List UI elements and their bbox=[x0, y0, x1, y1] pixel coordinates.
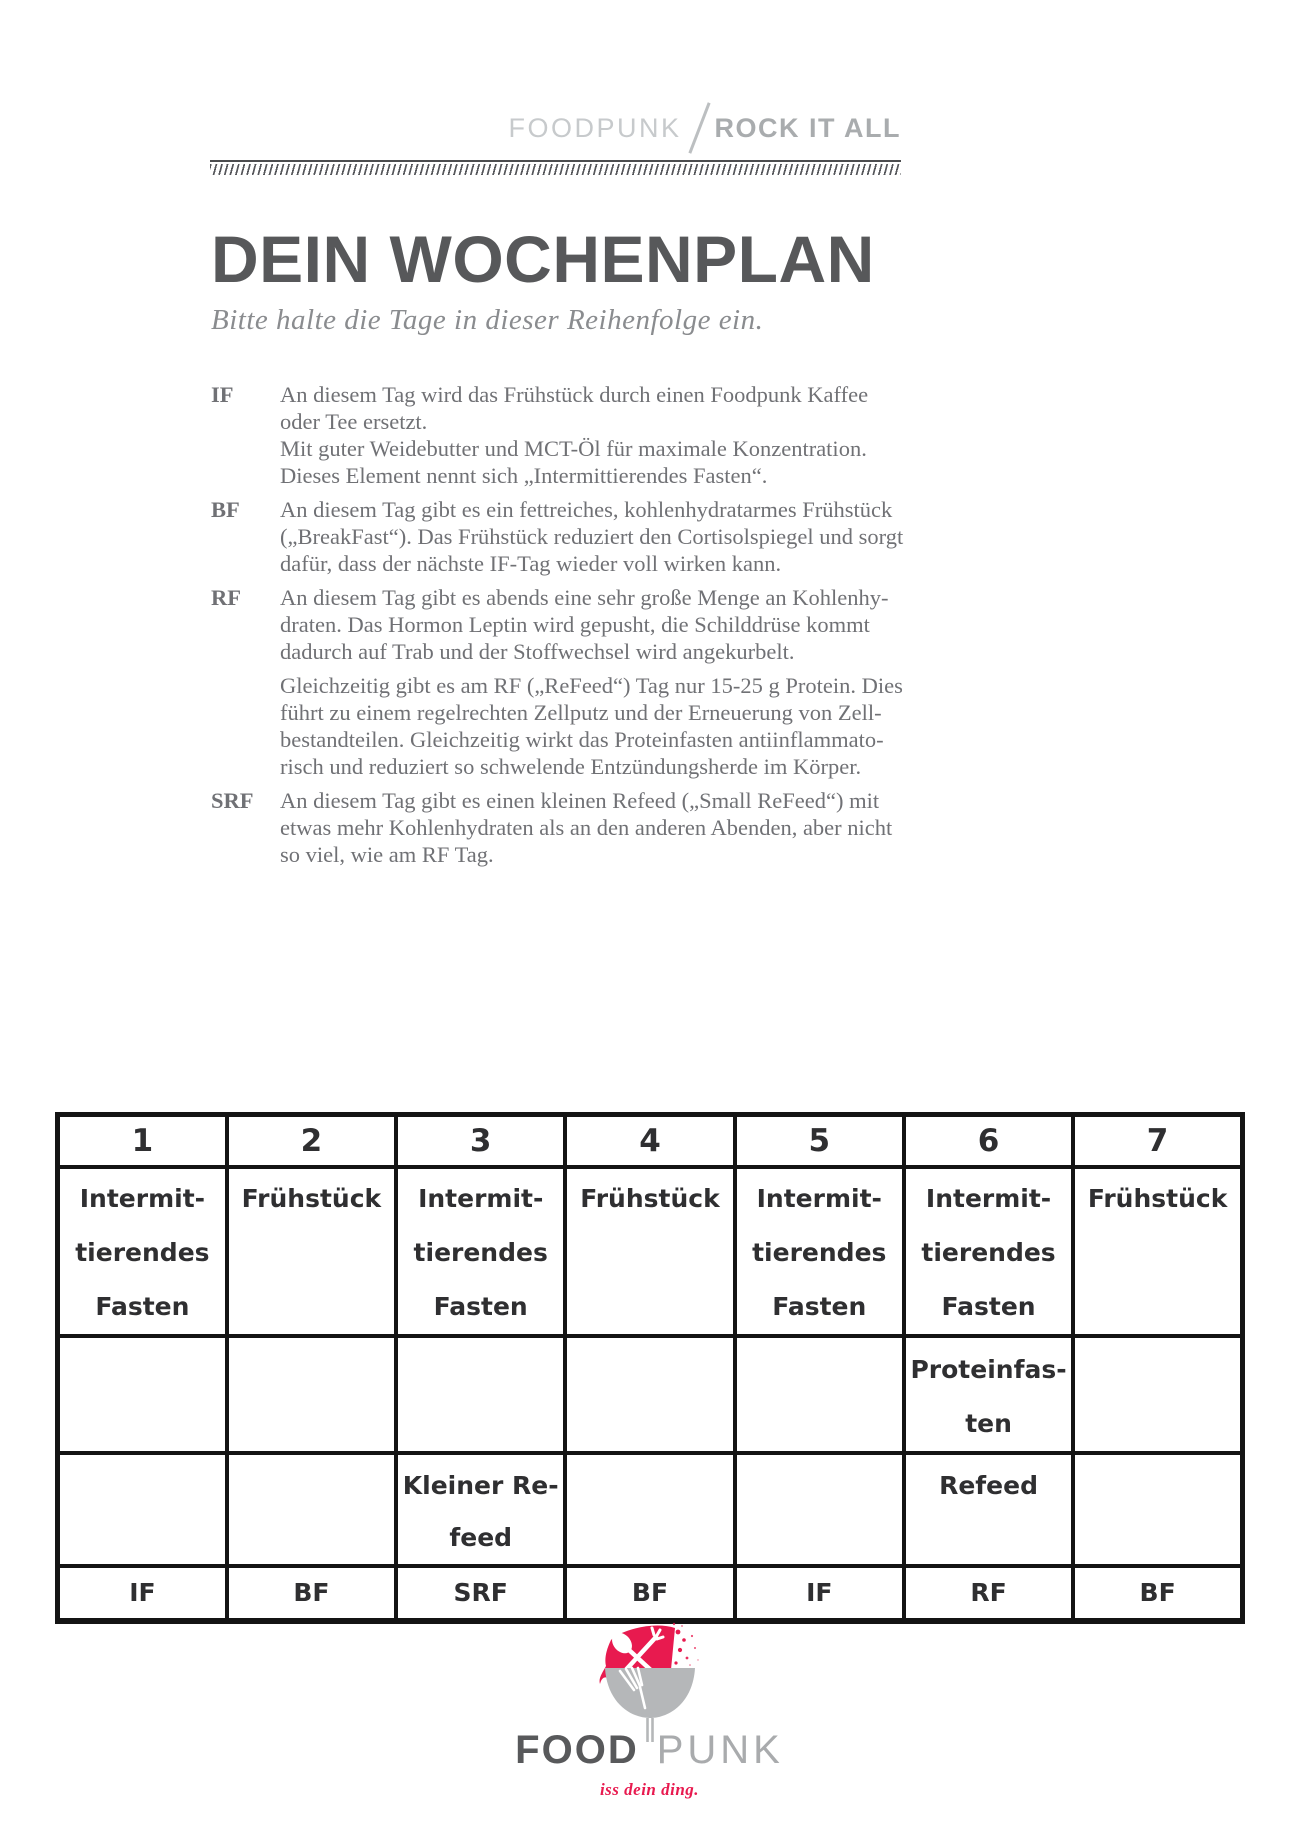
code-row-cell: BF bbox=[1073, 1566, 1242, 1621]
definition-paragraph bbox=[280, 672, 903, 780]
table-cell bbox=[227, 1167, 396, 1336]
definition-body bbox=[280, 381, 868, 496]
cell-line: Fasten bbox=[433, 1292, 528, 1321]
cell-line: tierendes bbox=[75, 1238, 210, 1267]
logo-bowl bbox=[605, 1668, 695, 1718]
cell-line: Fasten bbox=[941, 1292, 1036, 1321]
logo-word-punk: PUNK bbox=[656, 1728, 784, 1772]
evening-row bbox=[58, 1453, 1243, 1566]
definition-if bbox=[211, 381, 931, 496]
definition-line: („BreakFast“). Das Frühstück reduziert den Cortisolspiegel und sorgt bbox=[280, 524, 904, 549]
definition-label: IF bbox=[211, 382, 234, 407]
definition-paragraph bbox=[280, 381, 868, 489]
protein-fast-row bbox=[58, 1336, 1243, 1453]
page-header bbox=[210, 0, 901, 175]
logo-tagline: iss dein ding. bbox=[599, 1780, 700, 1799]
table-cell bbox=[735, 1336, 904, 1453]
definition-body bbox=[280, 496, 903, 584]
day-number-row bbox=[58, 1115, 1243, 1168]
code-row-cell: IF bbox=[58, 1566, 227, 1621]
cell-line: Proteinfas- bbox=[910, 1355, 1067, 1384]
brand-foodpunk-text: FOODPUNK bbox=[508, 112, 682, 143]
table-cell bbox=[396, 1453, 565, 1566]
week-table bbox=[55, 1112, 1245, 1624]
main-content bbox=[211, 172, 931, 875]
table-cell bbox=[227, 1453, 396, 1566]
definition-line: bestandteilen. Gleichzeitig wirkt das Proteinfasten antiinflammato- bbox=[280, 727, 884, 752]
table-cell bbox=[1073, 1167, 1242, 1336]
table-cell bbox=[565, 1167, 734, 1336]
table-cell bbox=[904, 1453, 1073, 1566]
cell-line: Intermit- bbox=[79, 1184, 206, 1213]
definition-bf bbox=[211, 496, 931, 584]
definition-body bbox=[280, 787, 892, 875]
table-cell bbox=[58, 1336, 227, 1453]
table-cell bbox=[735, 1453, 904, 1566]
day-number-row-cell: 1 bbox=[58, 1115, 227, 1168]
definition-line: An diesem Tag gibt es abends eine sehr große Menge an Kohlenhy- bbox=[280, 585, 889, 610]
table-cell bbox=[1073, 1336, 1242, 1453]
footer-logo bbox=[0, 1618, 1299, 1800]
code-row-cell: BF bbox=[227, 1566, 396, 1621]
cell-line: Kleiner Re- bbox=[402, 1471, 559, 1500]
day-number-row-cell: 3 bbox=[396, 1115, 565, 1168]
cell-line: Refeed bbox=[939, 1471, 1038, 1500]
cell-line: Intermit- bbox=[925, 1184, 1052, 1213]
definition-line: etwas mehr Kohlenhydraten als an den anderen Abenden, aber nicht bbox=[280, 815, 893, 840]
day-number-row-cell: 2 bbox=[227, 1115, 396, 1168]
cell-line: tierendes bbox=[752, 1238, 887, 1267]
cell-line: tierendes bbox=[413, 1238, 548, 1267]
definition-line: so viel, wie am RF Tag. bbox=[280, 842, 494, 867]
definition-label: SRF bbox=[211, 788, 254, 813]
logo-word-food: FOOD bbox=[515, 1728, 639, 1772]
table-cell bbox=[735, 1167, 904, 1336]
table-cell bbox=[565, 1453, 734, 1566]
code-row-cell: BF bbox=[565, 1566, 734, 1621]
definition-label: RF bbox=[211, 585, 241, 610]
definition-body bbox=[280, 584, 903, 787]
table-cell bbox=[58, 1453, 227, 1566]
cell-line: Intermit- bbox=[756, 1184, 882, 1213]
page-title: DEIN WOCHENPLAN bbox=[211, 222, 875, 296]
definition-line: Mit guter Weidebutter und MCT-Öl für maximale Konzentration. bbox=[280, 436, 867, 461]
definition-line: oder Tee ersetzt. bbox=[280, 409, 428, 434]
day-number-row-cell: 6 bbox=[904, 1115, 1073, 1168]
definition-line: draten. Das Hormon Leptin wird gepusht, die Schilddrüse kommt bbox=[280, 612, 870, 637]
brand bbox=[210, 0, 901, 156]
brand-slash-icon bbox=[688, 102, 710, 153]
morning-row bbox=[58, 1167, 1243, 1336]
definition-rf bbox=[211, 584, 931, 787]
definition-line: An diesem Tag gibt es ein fettreiches, kohlenhydratarmes Frühstück bbox=[280, 497, 893, 522]
page-subtitle: Bitte halte die Tage in dieser Reihenfolge ein. bbox=[211, 304, 764, 336]
definition-paragraph bbox=[280, 584, 903, 665]
cell-line: Fasten bbox=[95, 1292, 190, 1321]
code-row bbox=[58, 1566, 1243, 1621]
table-cell bbox=[227, 1336, 396, 1453]
definition-paragraph bbox=[280, 787, 892, 868]
cell-line: Intermit- bbox=[418, 1184, 544, 1213]
cell-line: feed bbox=[449, 1523, 513, 1552]
table-cell bbox=[58, 1167, 227, 1336]
table-cell bbox=[396, 1336, 565, 1453]
logo-wordmark bbox=[515, 1728, 784, 1773]
definition-line: Gleichzeitig gibt es am RF („ReFeed“) Tag nur 15-25 g Protein. Dies bbox=[280, 673, 903, 698]
definition-paragraph bbox=[280, 496, 903, 577]
table-cell bbox=[565, 1336, 734, 1453]
code-row-cell: RF bbox=[904, 1566, 1073, 1621]
definition-line: An diesem Tag wird das Frühstück durch einen Foodpunk Kaffee bbox=[280, 382, 869, 407]
header-rule bbox=[210, 160, 901, 162]
table-cell bbox=[904, 1336, 1073, 1453]
table-cell bbox=[1073, 1453, 1242, 1566]
cell-line: Frühstück bbox=[1087, 1184, 1228, 1213]
definition-line: führt zu einem regelrechten Zellputz und der Erneuerung von Zell- bbox=[280, 700, 882, 725]
definition-line: risch und reduziert so schwelende Entzündungsherde im Körper. bbox=[280, 754, 862, 779]
definition-srf bbox=[211, 787, 931, 875]
cell-line: Frühstück bbox=[580, 1184, 720, 1213]
code-row-cell: SRF bbox=[396, 1566, 565, 1621]
cell-line: Frühstück bbox=[241, 1184, 382, 1213]
day-number-row-cell: 4 bbox=[565, 1115, 734, 1168]
foodpunk-logo-graphic bbox=[562, 1618, 738, 1744]
definition-line: Dieses Element nennt sich „Intermittierendes Fasten“. bbox=[280, 463, 768, 488]
table-cell bbox=[904, 1167, 1073, 1336]
code-row-cell: IF bbox=[735, 1566, 904, 1621]
day-number-row-cell: 7 bbox=[1073, 1115, 1242, 1168]
definition-line: dafür, dass der nächste IF-Tag wieder voll wirken kann. bbox=[280, 551, 782, 576]
table-cell bbox=[396, 1167, 565, 1336]
definitions-list bbox=[211, 381, 931, 875]
definition-line: An diesem Tag gibt es einen kleinen Refeed („Small ReFeed“) mit bbox=[280, 788, 880, 813]
definition-line: dadurch auf Trab und der Stoffwechsel wird angekurbelt. bbox=[280, 639, 795, 664]
definition-label: BF bbox=[211, 497, 240, 522]
cell-line: ten bbox=[965, 1409, 1012, 1438]
day-number-row-cell: 5 bbox=[735, 1115, 904, 1168]
cell-line: tierendes bbox=[921, 1238, 1056, 1267]
cell-line: Fasten bbox=[772, 1292, 867, 1321]
brand-claim-text: ROCK IT ALL bbox=[714, 112, 901, 143]
